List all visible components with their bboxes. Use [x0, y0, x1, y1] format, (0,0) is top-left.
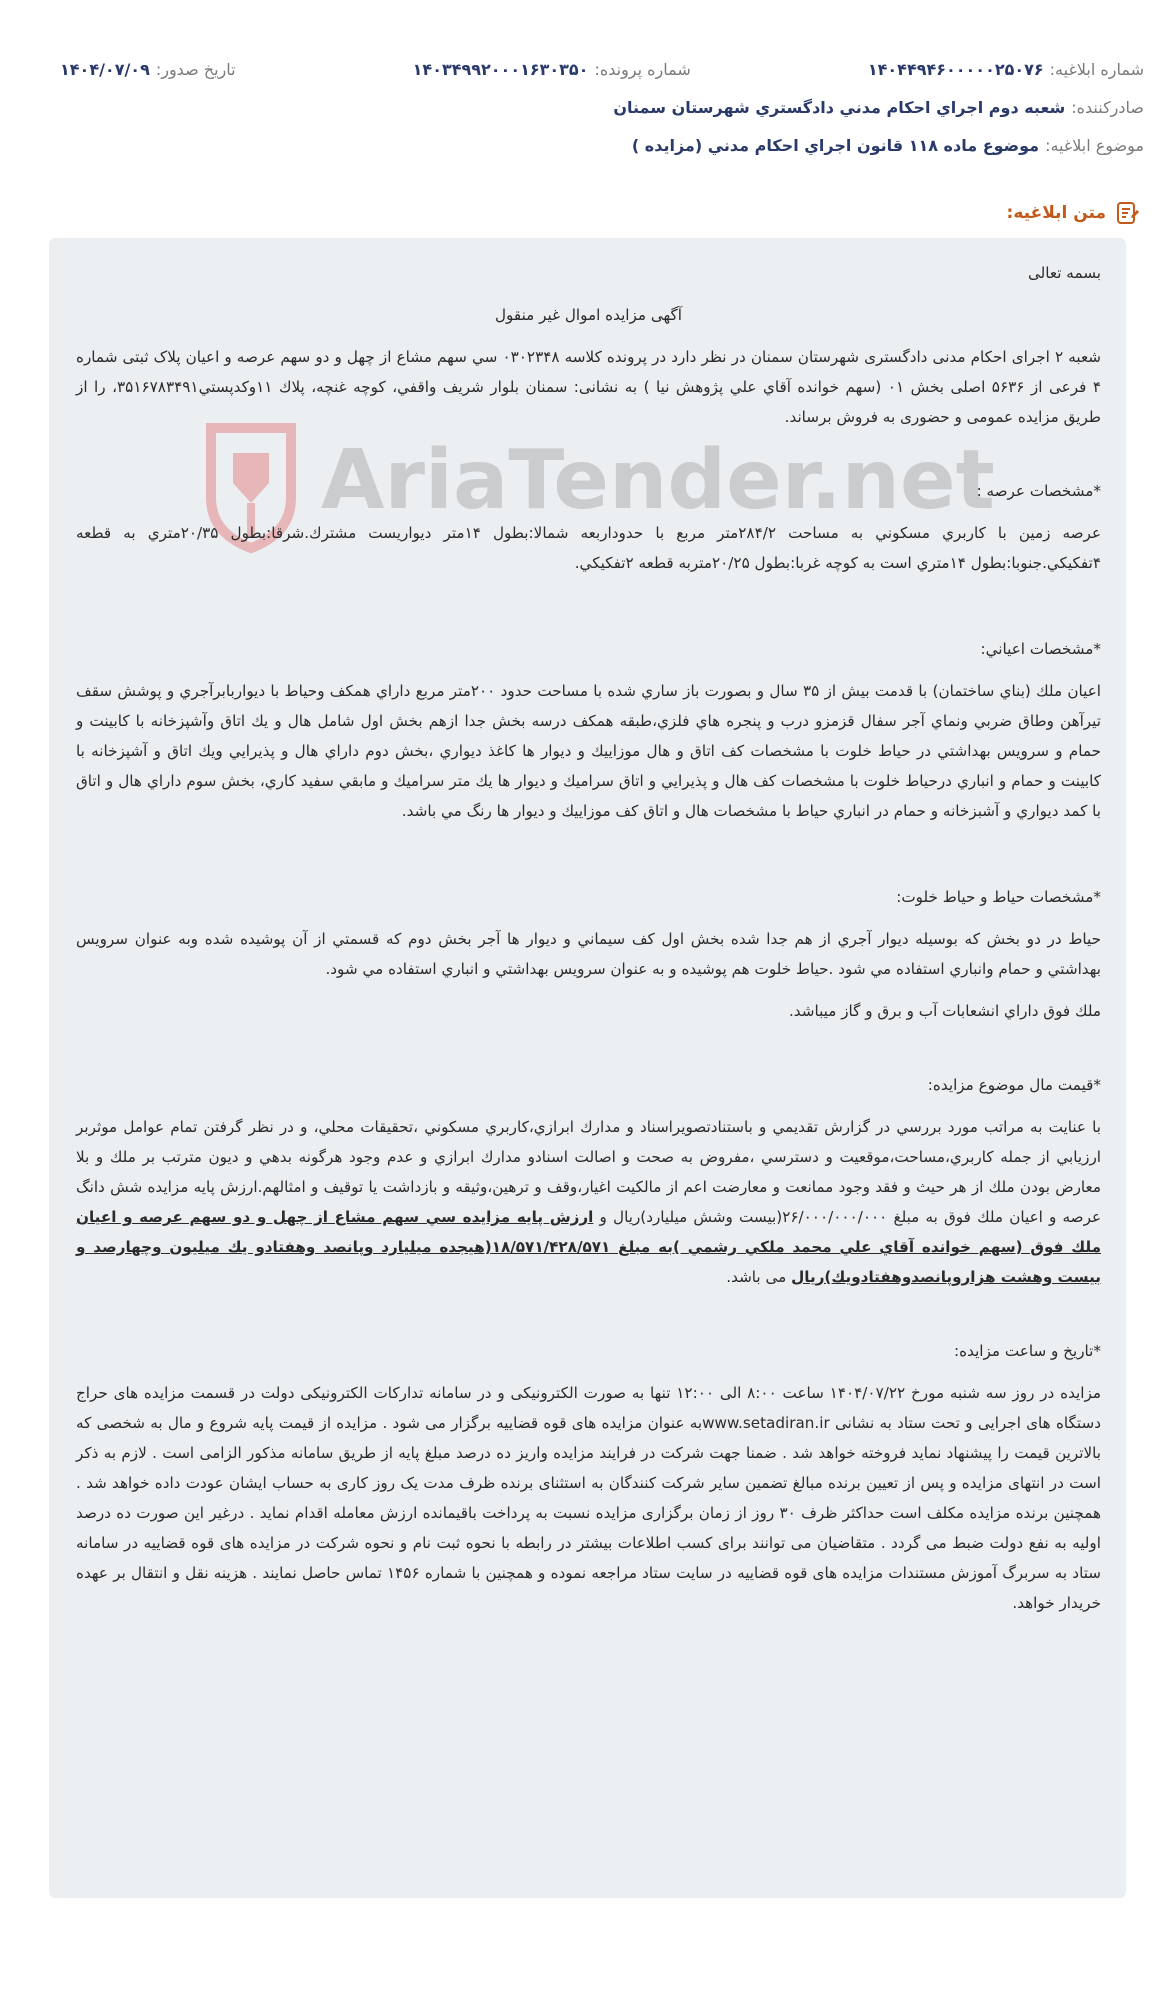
land-heading: *مشخصات عرصه : — [976, 482, 1101, 500]
building-heading: *مشخصات اعياني: — [980, 640, 1101, 658]
price-heading: *قیمت مال موضوع مزایده: — [927, 1076, 1101, 1094]
note-icon — [1114, 200, 1140, 226]
notice-number — [868, 60, 1144, 79]
issue-date — [60, 60, 236, 79]
price-text: با عنايت به مراتب مورد بررسي در گزارش تقديمي و باستنادتصويراسناد و مدارك ابرازي،كاربري مسكوني ،تحقيقات محلي، و در نظر گرفتن تمام عوامل موثربر ارزيابي از جمله كاربري،مساحت،موقعيت و دسترسي ،مفروض به صحت و اصالت اسنادو مدارك ابرازي و عدم وجود هرگونه بدهي و ديون مترتب بر ملك و بلا معارض بودن ملك از هر حيث و فقد وجود ممانعت و معارضت اعم از مالكيت اغيار،وقف و ترهين،وثيقه و بازداشت يا توقيف و امثالهم.ارزش پايه مزايده شش دانگ عرصه و اعيان ملك فوق به مبلغ ۲۶/۰۰۰/۰۰۰/۰۰۰(بيست وشش ميليارد)ريال و — [76, 1118, 1102, 1226]
price-paragraph — [76, 1112, 1101, 1292]
case-number — [413, 60, 691, 79]
yard-heading: *مشخصات حياط و حياط خلوت: — [896, 888, 1101, 906]
issue-date-value: ۱۴۰۴/۰۷/۰۹ — [60, 59, 150, 79]
notice-header — [60, 50, 1144, 164]
land-paragraph: عرصه زمين با كاربري مسكوني به مساحت ۲۸۴/۲متر مربع با حدوداربعه شمالا:بطول ۱۴متر ديواريست مشترك.شرقا:بطول ۲۰/۳۵متري به قطعه ۴تفكيكي.جنوبا:بطول ۱۴متري است به كوچه غربا:بطول ۲۰/۲۵متربه قطعه ۲تفكيكي. — [76, 524, 1102, 572]
notice-body-panel — [49, 238, 1126, 1898]
issue-date-label: تاریخ صدور: — [155, 59, 236, 79]
utilities-paragraph: ملك فوق داراي انشعابات آب و برق و گاز ميباشد. — [788, 1002, 1101, 1020]
price-end: می باشد. — [726, 1268, 787, 1286]
ad-title: آگهی مزایده اموال غیر منقول — [495, 306, 682, 324]
bismillah: بسمه تعالی — [1028, 264, 1101, 282]
case-number-label: شماره پرونده: — [594, 59, 691, 79]
notice-text-title — [1007, 200, 1140, 226]
notice-content — [76, 258, 1101, 1618]
notice-number-label: شماره ابلاغیه: — [1049, 59, 1144, 79]
yard-paragraph: حياط در دو بخش كه بوسيله ديوار آجري از هم جدا شده بخش اول كف سيماني و ديوار ها آجر بخش دوم كه قسمتي از آن پوشيده شده وبه عنوان سرويس بهداشتي و حمام وانباري استفاده مي شود .حياط خلوت هم پوشيده و به عنوان سرويس بهداشتي و انباري استفاده مي شود. — [76, 930, 1101, 978]
subject-label: موضوع ابلاغیه: — [1045, 135, 1144, 155]
price-emphasis: ارزش پايه مزايده سي سهم مشاع از چهل و دو سهم عرصه و اعيان ملك فوق (سهم خوانده آقاي علي محمد ملكي رشمي )به مبلغ ۱۸/۵۷۱/۴۲۸/۵۷۱(هيجده ميليارد وپانصد وهفتادو يك ميليون وچهارصد و بيست وهشت هزاروپانصدوهفتادويك)ريال — [76, 1208, 1102, 1286]
building-paragraph: اعيان ملك (بناي ساختمان) با قدمت بيش از ۳۵ سال و بصورت باز ساري شده با مساحت حدود ۲۰۰متر مربع داراي همكف وحياط با ديواربابرآجري و پوشش سقف تيرآهن وطاق ضربي ونماي آجر سفال قزمزو درب و پنجره هاي فلزي،طبقه همكف درسه بخش جدا ازهم بخش اول شامل هال و يك اتاق وآشپزخانه با كابينت و حمام و سرويس بهداشتي در حياط خلوت با مشخصات كف اتاق و هال موزاييك و ديوار ها كاغذ ديواري ،بخش دوم داراي هال و پذيرايي ويك اتاق و آشپزخانه با كابينت و حمام و انباري درحياط خلوت با مشخصات كف هال و پذيرايي و اتاق سراميك و ديوار ها يك متر سراميك و مابقي سفيد كاري، بخش سوم داراي هال و اتاق با كمد ديواري و آشبزخانه و حمام در انباري حياط با مشخصات هال و اتاق كف موزاييك و ديوار ها رنگ مي باشد. — [76, 682, 1101, 820]
issuer-label: صادرکننده: — [1071, 97, 1144, 117]
watermark-text: AriaTender.net — [321, 433, 995, 528]
notice-number-value: ۱۴۰۴۴۹۴۶۰۰۰۰۰۲۵۰۷۶ — [867, 59, 1044, 79]
issuer-line — [60, 88, 1144, 126]
subject-value: موضوع ماده ۱۱۸ قانون اجراي احكام مدني (مزايده ) — [631, 135, 1040, 155]
subject-line — [60, 126, 1144, 164]
datetime-heading: *تاریخ و ساعت مزایده: — [954, 1342, 1101, 1360]
issuer-value: شعبه دوم اجراي احكام مدني دادگستري شهرستان سمنان — [613, 97, 1066, 117]
section-title-text: متن ابلاغیه: — [1006, 203, 1106, 223]
intro-paragraph: شعبه ۲ اجرای احکام مدنی دادگستری شهرستان سمنان در نظر دارد در پرونده کلاسه ۰۳۰۲۳۴۸ سي سهم مشاع از چهل و دو سهم عرصه و اعیان پلاک ثبتی شماره ۴ فرعی از ۵۶۳۶ اصلی بخش ۰۱ (سهم خوانده آقاي علي پژوهش نيا ) به نشانی: سمنان بلوار شريف واقفي، کوچه غنچه، پلاك ۱۱وکدپستي۳۵۱۶۷۸۳۴۹۱، را از طریق مزایده عمومی و حضوری به فروش برساند. — [76, 348, 1101, 426]
datetime-paragraph: مزایده در روز سه شنبه مورخ ۱۴۰۴/۰۷/۲۲ ساعت ۸:۰۰ الی ۱۲:۰۰ تنها به صورت الکترونیکی و در سامانه تدارکات الکترونیکی دولت در قسمت مزایده های حراج دستگاه های اجرایی و تحت ستاد به نشانی www.setadiran.irبه عنوان مزایده های قوه قضاییه برگزار می شود . مزایده از قیمت پایه شروع و مال به شخصی که بالاترین قیمت را پیشنهاد نماید فروخته خواهد شد . ضمنا جهت شرکت در فرایند مزایده واریز ده درصد مبلغ پایه از طریق سامانه مذکور الزامی است . لازم به ذکر است در انتهای مزایده و پس از تعیین برنده مبالغ تضمین سایر شرکت کنندگان به استثنای برنده ظرف مدت یک روز کاری به حساب ایشان عودت داده خواهد شد . همچنین برنده مزایده مکلف است حداکثر ظرف ۳۰ روز از زمان برگزاری مزایده نسبت به پرداخت باقیمانده ارزش معامله اقدام نماید . درغیر این صورت ده درصد اولیه به نفع دولت ضبط می گردد . متقاضیان می توانند برای کسب اطلاعات بیشتر در رابطه با نحوه ثبت نام و نحوه شرکت در مزایده های قوه قضاییه در سامانه ستاد به سربرگ آموزش مستندات مزایده های قوه قضاییه در سایت ستاد مراجعه نموده و همچنین با شماره ۱۴۵۶ تماس حاصل نمایند . هزینه نقل و انتقال بر عهده خریدار خواهد. — [76, 1384, 1102, 1612]
case-number-value: ۱۴۰۳۴۹۹۲۰۰۰۱۶۳۰۳۵۰ — [412, 59, 589, 79]
meta-row — [60, 50, 1144, 88]
